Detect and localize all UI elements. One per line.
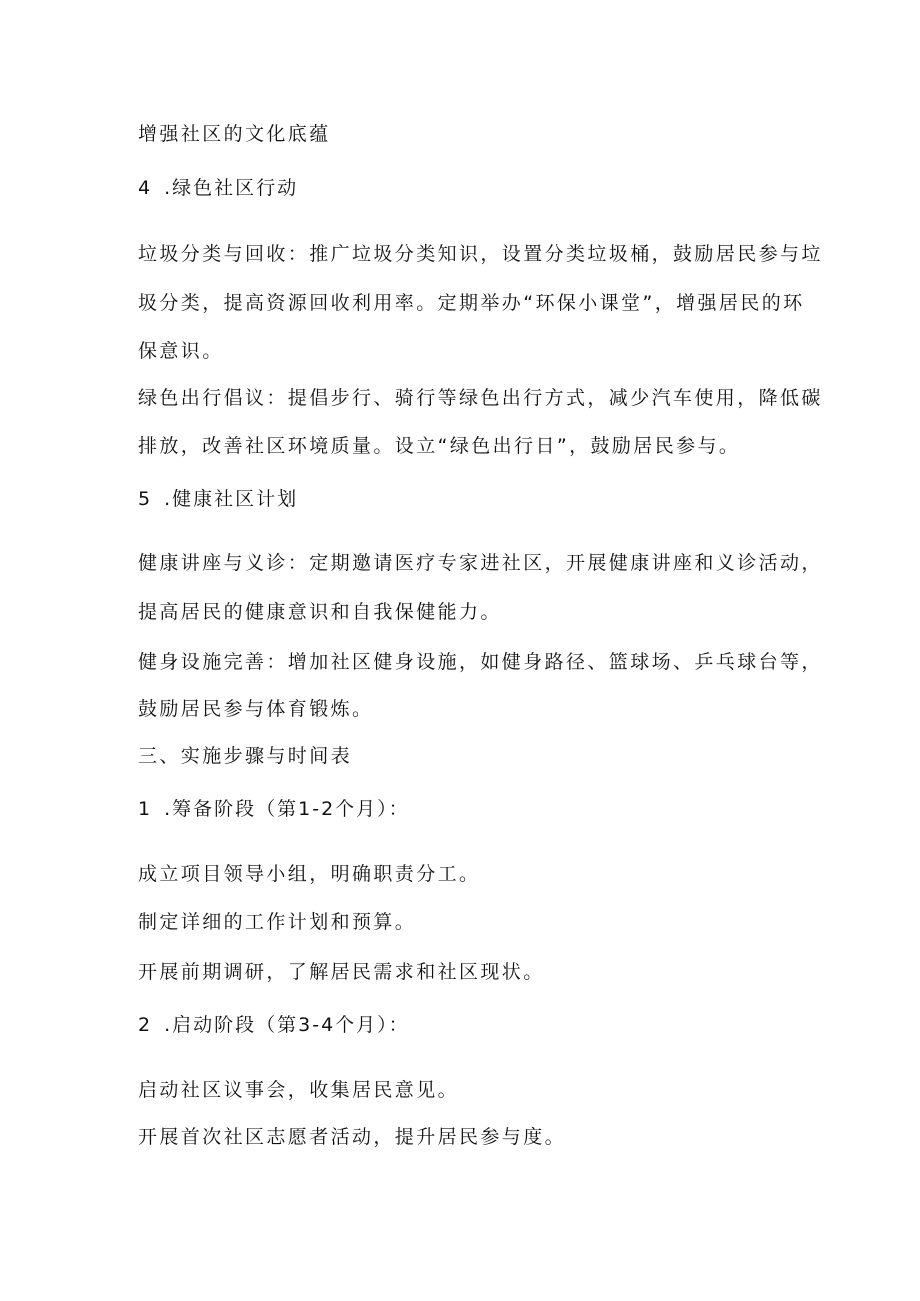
- heading-text: .筹备阶段（第1-2个月）：: [164, 798, 410, 820]
- paragraph-line: 提高居民的健康意识和自我保健能力。: [138, 601, 502, 623]
- heading-number: 5: [138, 488, 151, 510]
- paragraph-line: 绿色出行倡议：提倡步行、骑行等绿色出行方式，减少汽车使用，降低碳: [138, 387, 823, 409]
- section-heading-green-community: [138, 176, 298, 200]
- paragraph-line: 开展前期调研，了解居民需求和社区现状。: [138, 961, 545, 983]
- paragraph-line: 鼓励居民参与体育锻炼。: [138, 698, 374, 720]
- heading-text: .绿色社区行动: [164, 177, 299, 199]
- paragraph-line: 制定详细的工作计划和预算。: [138, 911, 417, 933]
- heading-text: .启动阶段（第3-4个月）：: [164, 1014, 410, 1036]
- paragraph-line: 增强社区的文化底蕴: [138, 123, 331, 145]
- paragraph-line: 保意识。: [138, 340, 224, 362]
- paragraph-line: 健康讲座与义诊：定期邀请医疗专家进社区，开展健康讲座和义诊活动，: [138, 552, 823, 574]
- paragraph-line: 健身设施完善：增加社区健身设施，如健身路径、篮球场、乒乓球台等，: [138, 651, 823, 673]
- chapter-heading: 三、实施步骤与时间表: [138, 745, 353, 767]
- heading-number: 2: [138, 1014, 151, 1036]
- paragraph-line: 开展首次社区志愿者活动，提升居民参与度。: [138, 1126, 567, 1148]
- section-heading-health-community: [138, 487, 298, 511]
- heading-number: 1: [138, 798, 151, 820]
- paragraph-line: 启动社区议事会，收集居民意见。: [138, 1079, 460, 1101]
- heading-number: 4: [138, 177, 151, 199]
- paragraph-line: 排放，改善社区环境质量。设立“绿色出行日”，鼓励居民参与。: [138, 435, 741, 457]
- paragraph-line: 成立项目领导小组，明确职责分工。: [138, 863, 481, 885]
- paragraph-line: 圾分类，提高资源回收利用率。定期举办“环保小课堂”，增强居民的环: [138, 292, 805, 314]
- paragraph-line: 垃圾分类与回收：推广垃圾分类知识，设置分类垃圾桶，鼓励居民参与垃: [138, 243, 823, 265]
- heading-text: .健康社区计划: [164, 488, 299, 510]
- phase-heading-launch: [138, 1013, 410, 1037]
- phase-heading-preparation: [138, 797, 410, 821]
